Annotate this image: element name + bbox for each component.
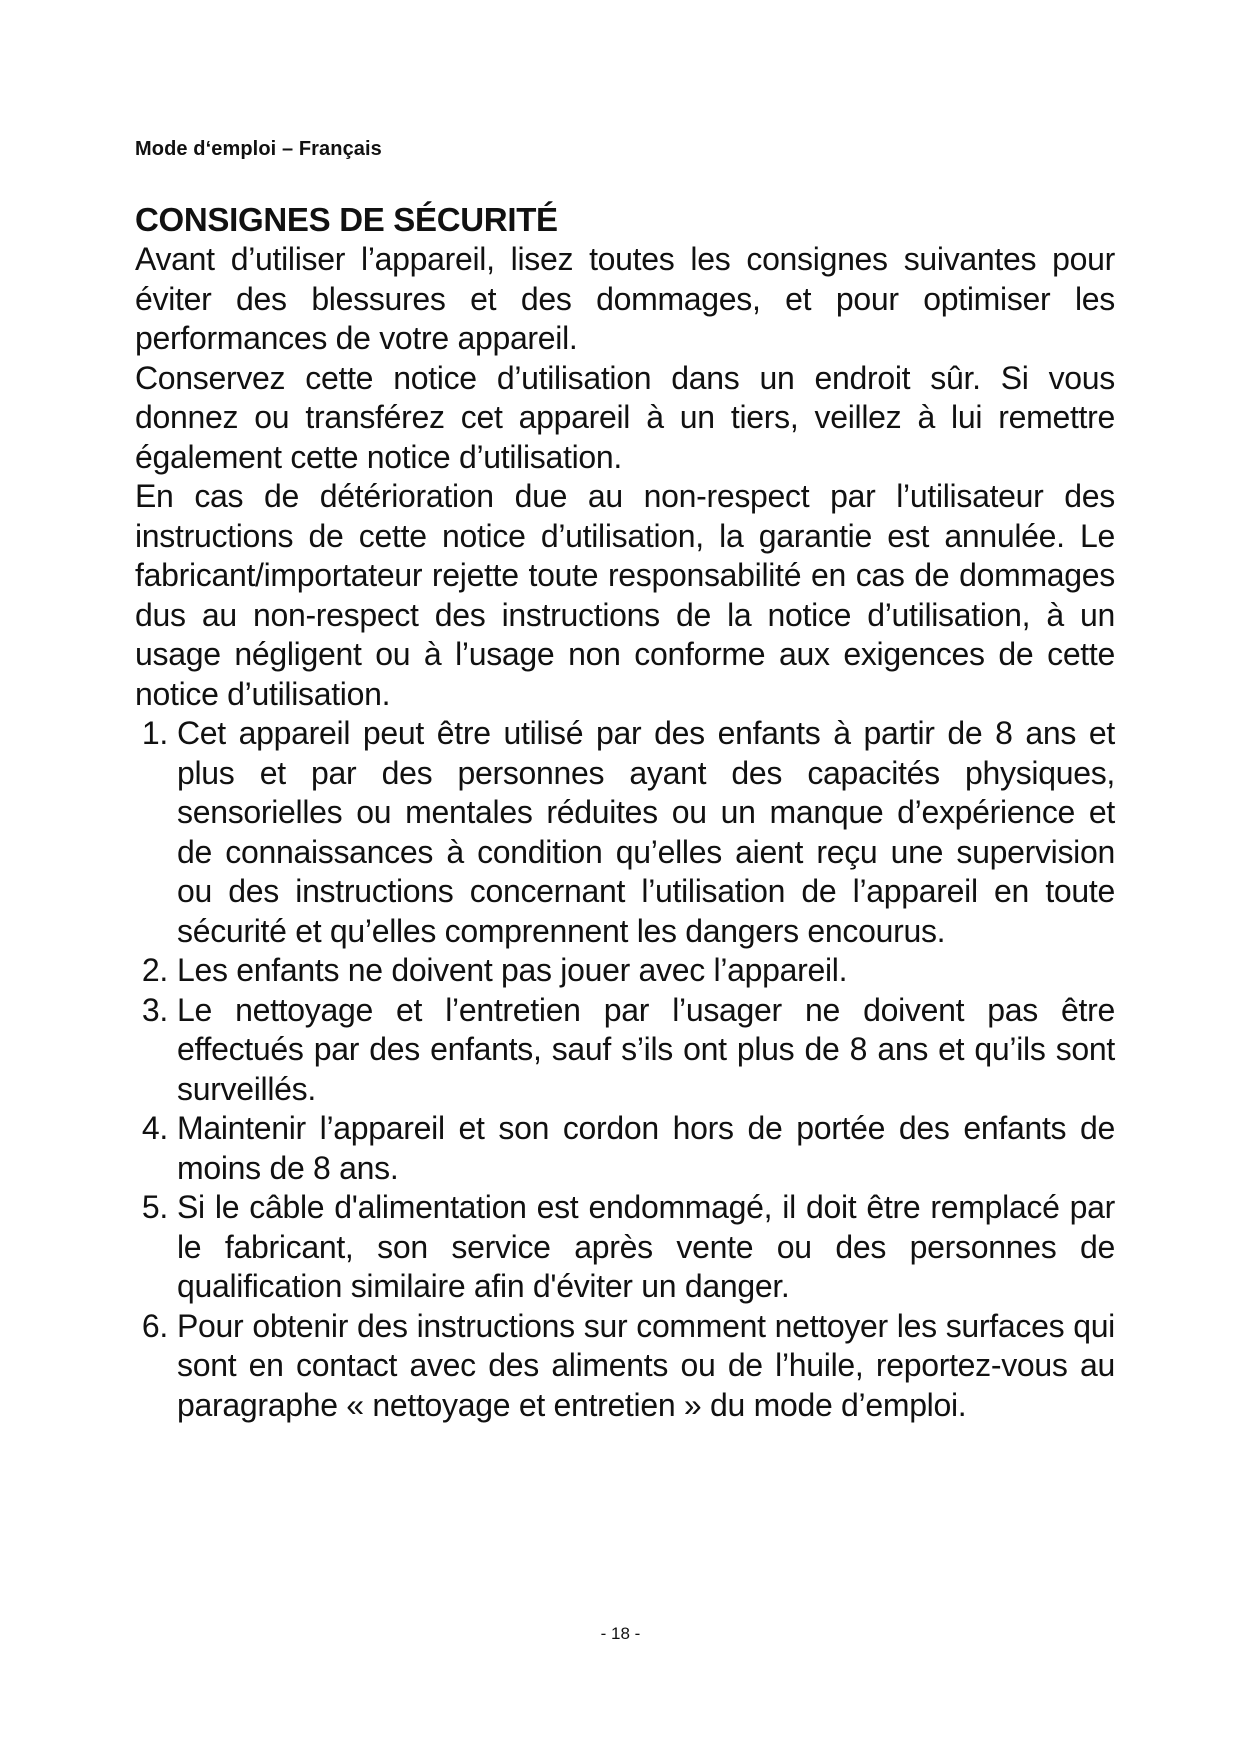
list-item [135, 1109, 1115, 1188]
section-title: CONSIGNES DE SÉCURITÉ [135, 201, 558, 238]
list-item [135, 1188, 1115, 1307]
list-item-text: Cet appareil peut être utilisé par des enfants à partir de 8 ans et plus et par des personnes ayant des capacités physiques, sensorielles ou mentales réduites ou un manque d’expérience et de connaissances à condition qu’elles aient reçu une supervision ou des instructions concernant l’utilisation de l’appareil en toute sécurité et qu’elles comprennent les dangers encourus. [177, 715, 1115, 949]
list-item-number: 3. [141, 991, 168, 1028]
list-item-text: Les enfants ne doivent pas jouer avec l’appareil. [177, 952, 848, 988]
list-item [135, 951, 1115, 991]
list-item-number: 2. [141, 952, 168, 988]
list-item-number: 5. [141, 1189, 168, 1225]
list-item-text: Pour obtenir des instructions sur comment nettoyer les surfaces qui sont en contact avec des aliments ou de l’huile, reportez-vous au paragraphe « nettoyage et entretien » du mode d’emploi. [177, 1307, 1115, 1423]
list-item [135, 714, 1115, 951]
intro-paragraph-3: En cas de détérioration due au non-respect par l’utilisateur des instructions de cette notice d’utilisation, la garantie est annulée. Le fabricant/importateur rejette toute responsabilité en cas de dommages dus au non-respect des instructions de la notice d’utilisation, à un usage négligent ou à l’usage non conforme aux exigences de cette notice d’utilisation. [135, 478, 1115, 712]
list-item-text: Si le câble d'alimentation est endommagé, il doit être remplacé par le fabricant, son service après vente ou des personnes de qualification similaire afin d'éviter un danger. [177, 1189, 1115, 1304]
list-item-number: 1. [141, 715, 168, 751]
page-number: - 18 - [600, 1624, 641, 1643]
list-item-text: Le nettoyage et l’entretien par l’usager ne doivent pas être effectués par des enfants, sauf s’ils ont plus de 8 ans et qu’ils sont surveillés. [177, 991, 1115, 1107]
running-header: Mode d‘emploi – Français [135, 138, 382, 160]
list-item-number: 4. [141, 1110, 168, 1146]
list-item-number: 6. [141, 1307, 168, 1344]
intro-text [135, 240, 1115, 714]
intro-paragraph-1: Avant d’utiliser l’appareil, lisez toutes les consignes suivantes pour éviter des blessures et des dommages, et pour optimiser les performances de votre appareil. [135, 241, 1115, 356]
list-item-text: Maintenir l’appareil et son cordon hors de portée des enfants de moins de 8 ans. [177, 1110, 1115, 1186]
safety-rules-list [135, 714, 1115, 1425]
intro-paragraph-2: Conservez cette notice d’utilisation dans un endroit sûr. Si vous donnez ou transférez cet appareil à un tiers, veillez à lui remettre également cette notice d’utilisation. [135, 359, 1115, 475]
list-item [135, 991, 1115, 1110]
safety-section [135, 200, 1115, 1425]
list-item [135, 1307, 1115, 1426]
